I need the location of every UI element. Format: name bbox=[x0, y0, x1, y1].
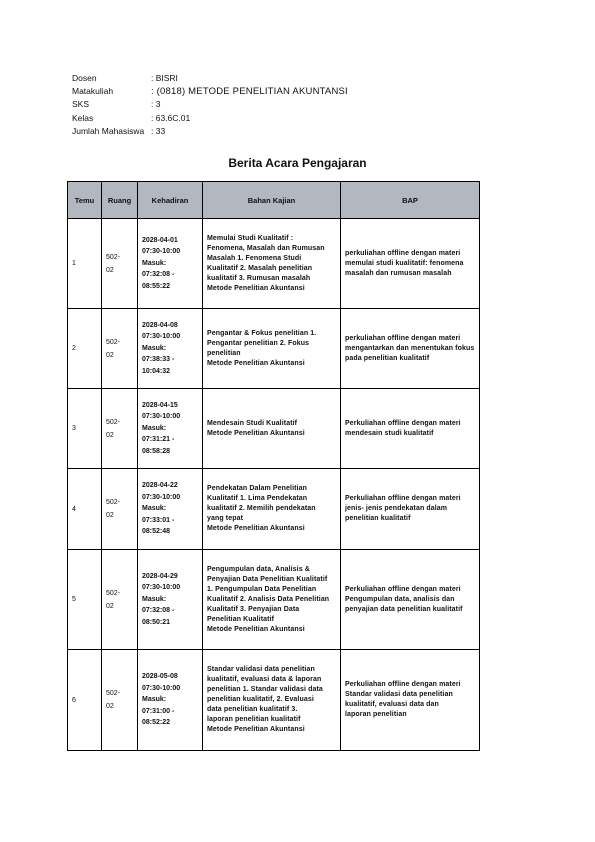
info-label: Jumlah Mahasiswa bbox=[72, 125, 145, 136]
attendance-line: 08:50:21 bbox=[142, 618, 171, 626]
attendance-line: Masuk: bbox=[142, 696, 167, 704]
attendance-line: 07:30-10:00 bbox=[142, 684, 181, 692]
attendance-line: 2028-04-08 bbox=[142, 321, 178, 329]
header-kehadiran: Kehadiran bbox=[138, 182, 203, 219]
attendance-line: Masuk: bbox=[142, 505, 167, 513]
attendance-line: 07:31:00 - bbox=[142, 707, 175, 715]
info-sks bbox=[72, 98, 348, 111]
table-row bbox=[68, 219, 480, 309]
bahan-text: Mendesain Studi Kualitatif Metode Penelitian Akuntansi bbox=[207, 419, 305, 437]
attendance-line: Masuk: bbox=[142, 259, 167, 267]
table-body bbox=[68, 219, 480, 751]
bap-text: perkuliahan offline dengan materi mengantarkan dan menentukan fokus pada penelitian kualitatif bbox=[345, 334, 475, 362]
bap-text: perkuliahan offline dengan materi memulai studi kualitatif: fenomena masalah dan rumusan masalah bbox=[345, 249, 464, 277]
cell-bahan-kajian bbox=[203, 650, 341, 751]
cell-kehadiran bbox=[138, 650, 203, 751]
cell-bahan-kajian bbox=[203, 469, 341, 550]
attendance-line: 07:30-10:00 bbox=[142, 493, 181, 501]
info-value: : 33 bbox=[151, 125, 166, 136]
cell-ruang bbox=[102, 389, 138, 469]
bahan-text: Pendekatan Dalam Penelitian Kualitatif 1. Lima Pendekatan kualitatif 2. Memilih pendekatan yang tepat Metode Penelitian Akuntansi bbox=[207, 485, 316, 532]
info-value: : 3 bbox=[151, 99, 161, 110]
cell-temu: 4 bbox=[68, 469, 102, 550]
cell-temu: 3 bbox=[68, 389, 102, 469]
cell-bahan-kajian bbox=[203, 309, 341, 389]
bahan-text: Memulai Studi Kualitatif : Fenomena, Masalah dan Rumusan Masalah 1. Fenomena Studi Kualitatif 2. Masalah penelitian kualitatif 3. Rumusan masalah Metode Penelitian Akuntansi bbox=[207, 234, 325, 292]
attendance-line: 07:30-10:00 bbox=[142, 333, 181, 341]
cell-kehadiran bbox=[138, 469, 203, 550]
cell-kehadiran bbox=[138, 550, 203, 650]
course-info bbox=[72, 72, 348, 138]
cell-temu: 5 bbox=[68, 550, 102, 650]
header-bahan-kajian: Bahan Kajian bbox=[203, 182, 341, 219]
cell-bahan-kajian bbox=[203, 219, 341, 309]
cell-ruang bbox=[102, 469, 138, 550]
attendance-line: Masuk: bbox=[142, 595, 167, 603]
cell-bahan-kajian bbox=[203, 389, 341, 469]
info-kelas bbox=[72, 112, 348, 125]
attendance-line: 08:55:22 bbox=[142, 282, 171, 290]
attendance-line: 07:38:33 - bbox=[142, 356, 175, 364]
page-title: Berita Acara Pengajaran bbox=[228, 156, 367, 170]
table-row bbox=[68, 469, 480, 550]
header-bap: BAP bbox=[341, 182, 480, 219]
cell-kehadiran bbox=[138, 389, 203, 469]
room-text: 502- 02 bbox=[106, 690, 121, 710]
room-text: 502- 02 bbox=[106, 418, 121, 439]
bap-text: Perkuliahan offline dengan materi mendesain studi kualitatif bbox=[345, 419, 461, 437]
attendance-line: 08:52:22 bbox=[142, 719, 171, 727]
room-text: 502- 02 bbox=[106, 338, 121, 359]
cell-bap bbox=[341, 650, 480, 751]
room-text: 502- 02 bbox=[106, 589, 121, 610]
attendance-line: 07:30-10:00 bbox=[142, 584, 181, 592]
info-label: SKS bbox=[72, 99, 90, 110]
bahan-text: Standar validasi data penelitian kualitatif, evaluasi data & laporan penelitian 1. Standar validasi data penelitian kualitatif, 2. Evaluasi data penelitian kualitatif 3. laporan penelitian kualitatif Metode Penelitian Akuntansi bbox=[207, 666, 323, 733]
bap-table bbox=[67, 181, 480, 751]
info-value: : BISRI bbox=[151, 73, 178, 83]
bap-text: Perkuliahan offline dengan materi Pengumpulan data, analisis dan penyajian data penelitian kualitatif bbox=[345, 585, 463, 613]
info-value: : (0818) METODE PENELITIAN AKUNTANSI bbox=[151, 86, 348, 98]
info-dosen bbox=[72, 72, 348, 85]
header-ruang: Ruang bbox=[102, 182, 138, 219]
cell-bap bbox=[341, 389, 480, 469]
attendance-line: 08:52:48 bbox=[142, 528, 171, 536]
bap-text: Perkuliahan offline dengan materi jenis- jenis pendekatan dalam penelitian kualitatif bbox=[345, 495, 461, 522]
attendance-line: 10:04:32 bbox=[142, 367, 171, 375]
info-value: : 63.6C.01 bbox=[151, 112, 191, 123]
cell-bap bbox=[341, 309, 480, 389]
cell-kehadiran bbox=[138, 309, 203, 389]
cell-bahan-kajian bbox=[203, 550, 341, 650]
attendance-line: Masuk: bbox=[142, 424, 167, 432]
table-row bbox=[68, 550, 480, 650]
cell-temu: 6 bbox=[68, 650, 102, 751]
table-row bbox=[68, 650, 480, 751]
info-matakuliah bbox=[72, 85, 348, 98]
attendance-line: 07:33:01 - bbox=[142, 516, 175, 524]
header-temu: Temu bbox=[68, 182, 102, 219]
bahan-text: Pengumpulan data, Analisis & Penyajian Data Penelitian Kualitatif 1. Pengumpulan Data Penelitian Kualitatif 2. Analisis Data Penelitian Kualitatif 3. Penyajian Data Penelitian Kualitatif Metode Penelitian Akuntansi bbox=[207, 565, 330, 633]
attendance-line: 07:32:08 - bbox=[142, 271, 175, 279]
attendance-line: 2028-04-01 bbox=[142, 236, 178, 244]
cell-temu: 1 bbox=[68, 219, 102, 309]
bahan-text: Pengantar & Fokus penelitian 1. Pengantar penelitian 2. Fokus penelitian Metode Penelitian Akuntansi bbox=[207, 329, 317, 367]
attendance-line: 2028-05-08 bbox=[142, 673, 178, 681]
room-text: 502- 02 bbox=[106, 253, 121, 274]
attendance-line: 2028-04-22 bbox=[142, 482, 178, 490]
info-jumlah bbox=[72, 125, 348, 138]
cell-bap bbox=[341, 469, 480, 550]
table-row bbox=[68, 309, 480, 389]
cell-ruang bbox=[102, 309, 138, 389]
attendance-line: 08:58:28 bbox=[142, 447, 171, 455]
attendance-line: 2028-04-15 bbox=[142, 401, 178, 409]
table-row bbox=[68, 389, 480, 469]
table-header-row bbox=[68, 182, 480, 219]
attendance-line: Masuk: bbox=[142, 344, 167, 352]
attendance-line: 07:30-10:00 bbox=[142, 248, 181, 256]
cell-kehadiran bbox=[138, 219, 203, 309]
bap-text: Perkuliahan offline dengan materi Standar validasi data penelitian kualitatif, evaluasi data dan laporan penelitian bbox=[345, 681, 461, 718]
room-text: 502- 02 bbox=[106, 499, 121, 519]
info-label: Dosen bbox=[72, 73, 97, 83]
cell-ruang bbox=[102, 219, 138, 309]
cell-bap bbox=[341, 550, 480, 650]
cell-temu: 2 bbox=[68, 309, 102, 389]
cell-bap bbox=[341, 219, 480, 309]
attendance-line: 07:31:21 - bbox=[142, 436, 175, 444]
attendance-line: 07:30-10:00 bbox=[142, 413, 181, 421]
cell-ruang bbox=[102, 550, 138, 650]
info-label: Matakuliah bbox=[72, 86, 114, 97]
cell-ruang bbox=[102, 650, 138, 751]
attendance-line: 07:32:08 - bbox=[142, 607, 175, 615]
info-label: Kelas bbox=[72, 112, 94, 123]
attendance-line: 2028-04-29 bbox=[142, 572, 178, 580]
